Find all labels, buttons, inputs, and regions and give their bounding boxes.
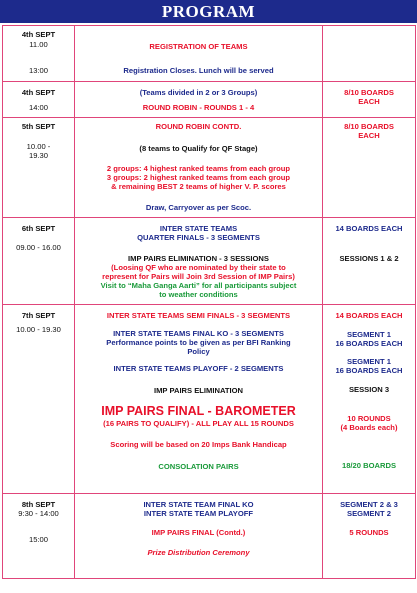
table-row bbox=[3, 26, 416, 82]
boards-text: (4 Boards each) bbox=[340, 423, 398, 432]
boards-text: 16 BOARDS EACH bbox=[335, 366, 403, 375]
boards-text: 8/10 BOARDS bbox=[344, 88, 394, 97]
boards-text: EACH bbox=[358, 131, 380, 140]
event-text: Performance points to be given as per BFI Ranking bbox=[106, 338, 291, 347]
row-date: 8th SEPT bbox=[21, 500, 56, 509]
table-row bbox=[3, 305, 416, 494]
table-row bbox=[3, 494, 416, 579]
row-time: 10.00 - bbox=[26, 142, 51, 151]
boards-text: 5 ROUNDS bbox=[349, 528, 389, 537]
row-time: 13:00 bbox=[28, 66, 48, 75]
event-text: QUARTER FINALS - 3 SEGMENTS bbox=[137, 233, 260, 242]
event-text: ROUND ROBIN CONTD. bbox=[155, 122, 242, 131]
event-text: Registration Closes. Lunch will be served bbox=[123, 66, 274, 75]
boards-text: SEGMENT 2 & 3 bbox=[340, 500, 398, 509]
boards-text: 10 ROUNDS bbox=[347, 414, 391, 423]
event-text: INTER STATE TEAM PLAYOFF bbox=[143, 509, 254, 518]
row-time: 14:00 bbox=[28, 103, 48, 112]
event-text: (8 teams to Qualify for QF Stage) bbox=[139, 144, 258, 153]
event-text: 3 groups: 2 highest ranked teams from each group bbox=[106, 173, 291, 182]
boards-text: 14 BOARDS EACH bbox=[335, 224, 403, 233]
event-text: IMP PAIRS ELIMINATION - 3 SESSIONS bbox=[128, 254, 269, 263]
boards-text: SEGMENT 1 bbox=[347, 330, 391, 339]
row-time: 09.00 - 16.00 bbox=[16, 243, 61, 252]
event-text: INTER STATE TEAMS PLAYOFF - 2 SEGMENTS bbox=[113, 364, 284, 373]
row-time: 19.30 bbox=[28, 151, 48, 160]
boards-text: 8/10 BOARDS bbox=[344, 122, 394, 131]
boards-text: 14 BOARDS EACH bbox=[335, 311, 403, 320]
event-text: IMP PAIRS FINAL (Contd.) bbox=[151, 528, 246, 537]
event-text: & remaining BEST 2 teams of higher V. P. scores bbox=[111, 182, 286, 191]
program-title: PROGRAM bbox=[0, 0, 417, 23]
row-date: 7th SEPT bbox=[21, 311, 56, 320]
event-text: INTER STATE TEAMS bbox=[159, 224, 238, 233]
event-text: Visit to “Maha Ganga Aarti” for all participants subject bbox=[100, 281, 297, 290]
event-text: Scoring will be based on 20 Imps Bank Handicap bbox=[110, 440, 287, 449]
event-text: 2 groups: 4 highest ranked teams from each group bbox=[106, 164, 291, 173]
event-text-highlight: IMP PAIRS FINAL - BAROMETER bbox=[101, 404, 296, 418]
event-text: Prize Distribution Ceremony bbox=[147, 548, 250, 557]
event-text: INTER STATE TEAM FINAL KO bbox=[143, 500, 254, 509]
event-text: (Loosing QF who are nominated by their state to bbox=[111, 263, 286, 272]
boards-text: EACH bbox=[358, 97, 380, 106]
boards-text: 16 BOARDS EACH bbox=[335, 339, 403, 348]
event-text: REGISTRATION OF TEAMS bbox=[149, 42, 248, 51]
row-date: 4th SEPT bbox=[21, 30, 56, 39]
boards-text: SEGMENT 2 bbox=[347, 509, 391, 518]
row-date: 5th SEPT bbox=[21, 122, 56, 131]
table-row bbox=[3, 118, 416, 218]
event-text: (16 PAIRS TO QUALIFY) - ALL PLAY ALL 15 ROUNDS bbox=[103, 419, 294, 428]
event-text: (Teams divided in 2 or 3 Groups) bbox=[139, 88, 258, 97]
event-text: INTER STATE TEAMS FINAL KO - 3 SEGMENTS bbox=[113, 329, 284, 338]
row-time: 11.00 bbox=[29, 40, 48, 49]
event-text: to weather conditions bbox=[159, 290, 238, 299]
boards-text: SESSIONS 1 & 2 bbox=[339, 254, 399, 263]
event-text: IMP PAIRS ELIMINATION bbox=[153, 386, 244, 395]
boards-text: SEGMENT 1 bbox=[347, 357, 391, 366]
row-time: 10.00 - 19.30 bbox=[16, 325, 61, 334]
row-time: 9:30 - 14:00 bbox=[18, 509, 59, 518]
event-text: Policy bbox=[187, 347, 210, 356]
boards-text: 18/20 BOARDS bbox=[341, 461, 397, 470]
row-date: 4th SEPT bbox=[21, 88, 56, 97]
row-date: 6th SEPT bbox=[21, 224, 56, 233]
event-text: Draw, Carryover as per Scoc. bbox=[145, 203, 252, 212]
event-text: ROUND ROBIN - ROUNDS 1 - 4 bbox=[142, 103, 255, 112]
event-text: CONSOLATION PAIRS bbox=[158, 462, 239, 471]
table-row bbox=[3, 218, 416, 305]
event-text: INTER STATE TEAMS SEMI FINALS - 3 SEGMENTS bbox=[106, 311, 291, 320]
table-row bbox=[3, 82, 416, 118]
event-text: represent for Pairs will Join 3rd Session of IMP Pairs) bbox=[102, 272, 295, 281]
program-table bbox=[2, 25, 416, 579]
row-time: 15:00 bbox=[28, 535, 48, 544]
boards-text: SESSION 3 bbox=[348, 385, 390, 394]
